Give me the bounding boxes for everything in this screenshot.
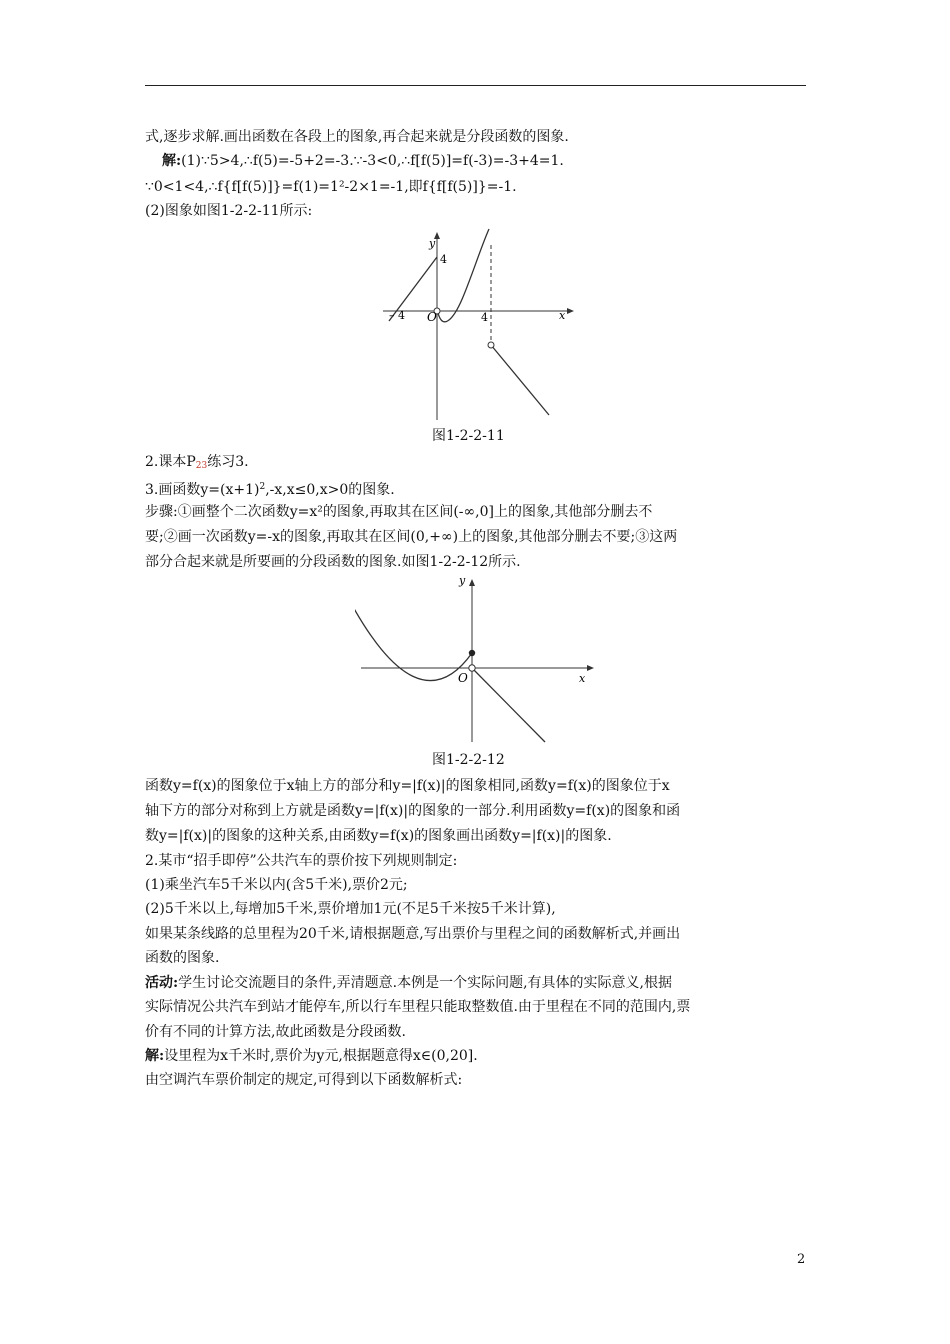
text-line: 2.某市“招手即停”公共汽车的票价按下列规则制定:	[145, 853, 458, 869]
linear-piece	[472, 668, 545, 742]
text-line	[162, 151, 827, 171]
solution-label: 解:	[145, 1048, 165, 1064]
text-line	[145, 452, 810, 476]
text-line: 函数的图象.	[145, 950, 220, 966]
superscript: 2	[259, 482, 266, 492]
parabola-piece	[437, 229, 489, 322]
origin-label: O	[427, 310, 437, 324]
header-rule	[145, 85, 806, 86]
x-axis-label: x	[579, 672, 586, 685]
text-line: 数y=|f(x)|的图象的这种关系,由函数y=f(x)的图象画出函数y=|f(x)|的图象.	[145, 828, 612, 844]
text-line: (2)5千米以上,每增加5千米,票价增加1元(不足5千米按5千米计算),	[145, 901, 556, 917]
text-span: 设里程为x千米时,票价为y元,根据题意得x∈(0,20].	[164, 1048, 478, 1064]
text-line	[145, 477, 810, 500]
text-line: ∵0<1<4,∴f{f[f(5)]}=f(1)=1²-2×1=-1,即f{f[f(5)]}=-1.	[145, 179, 517, 195]
text-line	[145, 1046, 810, 1066]
figure-piecewise-2	[355, 570, 595, 750]
text-line: 如果某条线路的总里程为20千米,请根据题意,写出票价与里程之间的函数解析式,并画出	[145, 926, 681, 942]
figure-caption: 图1-2-2-11	[432, 428, 505, 444]
text-span: 2.课本P	[145, 454, 196, 470]
text-line: (1)乘坐汽车5千米以内(含5千米),票价2元;	[145, 877, 408, 893]
figure-caption: 图1-2-2-12	[432, 752, 505, 768]
text-span: 学生讨论交流题目的条件,弄清题意.本例是一个实际问题,有具体的实际意义,根据	[178, 975, 672, 991]
origin-label: O	[458, 671, 468, 685]
x-axis-label: x	[559, 309, 566, 322]
text-span: 练习3.	[207, 454, 249, 470]
y-axis-label: y	[429, 237, 436, 250]
text-line: 由空调汽车票价制定的规定,可得到以下函数解析式:	[145, 1072, 463, 1088]
open-point	[488, 342, 494, 348]
text-span: (1)∵5>4,∴f(5)=-5+2=-3.∵-3<0,∴f[f(5)]=f(-3)=-3+4=1.	[181, 153, 564, 169]
text-line	[145, 973, 810, 993]
text-line: 轴下方的部分对称到上方就是函数y=|f(x)|的图象的一部分.利用函数y=f(x)的图象和函	[145, 803, 681, 819]
x-axis-arrow	[567, 308, 574, 314]
text-line: 式,逐步求解.画出函数在各段上的图象,再合起来就是分段函数的图象.	[145, 129, 569, 145]
tick-label-4: 4	[481, 311, 488, 324]
page-ref-subscript: 23	[195, 461, 208, 471]
text-line: 要;②画一次函数y=-x的图象,再取其在区间(0,+∞)上的图象,其他部分删去不要;③这两	[145, 529, 678, 545]
text-line: 部分合起来就是所要画的分段函数的图象.如图1-2-2-12所示.	[145, 554, 521, 570]
y-tick-label-4: 4	[440, 253, 447, 266]
y-axis-arrow	[469, 579, 475, 586]
solution-label: 解:	[162, 153, 182, 169]
page-number: 2	[797, 1252, 806, 1267]
text-span: ,-x,x≤0,x>0的图象.	[265, 482, 395, 498]
text-line: (2)图象如图1-2-2-11所示:	[145, 203, 313, 219]
text-line: 函数y=f(x)的图象位于x轴上方的部分和y=|f(x)|的图象相同,函数y=f(x)的图象位于x	[145, 778, 670, 794]
parabola-piece	[355, 592, 472, 681]
text-line: 步骤:①画整个二次函数y=x²的图象,再取其在区间(-∞,0]上的图象,其他部分删去不	[145, 504, 653, 520]
text-span: 3.画函数y=(x+1)	[145, 482, 260, 498]
activity-label: 活动:	[145, 975, 179, 991]
y-axis-label: y	[459, 574, 466, 587]
decreasing-piece	[491, 345, 549, 415]
figure-piecewise-1	[375, 225, 575, 425]
tick-label-neg4: – 4	[389, 309, 405, 322]
closed-point	[469, 650, 475, 656]
text-line: 价有不同的计算方法,故此函数是分段函数.	[145, 1024, 406, 1040]
x-axis-arrow	[587, 665, 594, 671]
open-point-origin	[469, 665, 475, 671]
text-line: 实际情况公共汽车到站才能停车,所以行车里程只能取整数值.由于里程在不同的范围内,票	[145, 999, 691, 1015]
